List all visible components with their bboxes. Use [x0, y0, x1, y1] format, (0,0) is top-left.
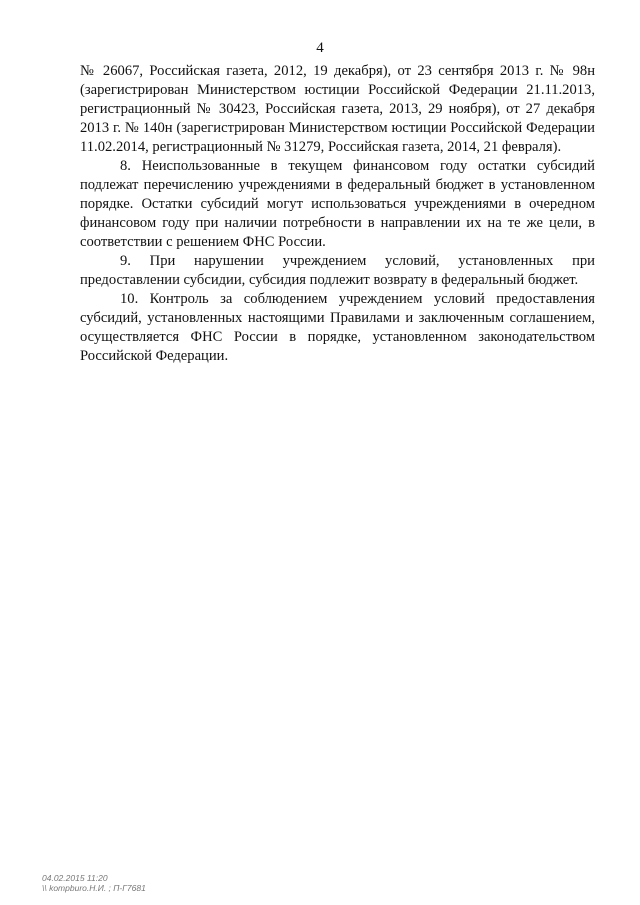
footer-timestamp: 04.02.2015 11:20 — [42, 873, 108, 883]
footer-stamp — [42, 873, 146, 893]
page-number: 4 — [316, 40, 324, 56]
document-body — [80, 62, 595, 366]
paragraph-item-10: 10. Контроль за соблюдением учреждением условий предоставления субсидий, установленных настоящими Правилами и заключенным соглашением, осуществляется ФНС России в порядке, установленном законодательством Российской Федерации. — [80, 291, 595, 364]
paragraph-item-9: 9. При нарушении учреждением условий, установленных при предоставлении субсидии, субсидия подлежит возврату в федеральный бюджет. — [80, 253, 595, 288]
footer-file-reference: \\ kompburo.Н.И. ; П-Г7681 — [42, 883, 146, 893]
paragraph-item-8: 8. Неиспользованные в текущем финансовом году остатки субсидий подлежат перечислению учреждениями в федеральный бюджет в установленном порядке. Остатки субсидий могут использоваться учреждениями в очередном финансовом году при наличии потребности в направлении их на те же цели, в соответствии с решением ФНС России. — [80, 158, 595, 250]
paragraph-continuation: № 26067, Российская газета, 2012, 19 декабря), от 23 сентября 2013 г. № 98н (зарегистрирован Министерством юстиции Российской Федерации 21.11.2013, регистрационный № 30423, Российская газета, 2013, 29 ноября), от 27 декабря 2013 г. № 140н (зарегистрирован Министерством юстиции Российской Федерации 11.02.2014, регистрационный № 31279, Российская газета, 2014, 21 февраля). — [80, 63, 595, 155]
